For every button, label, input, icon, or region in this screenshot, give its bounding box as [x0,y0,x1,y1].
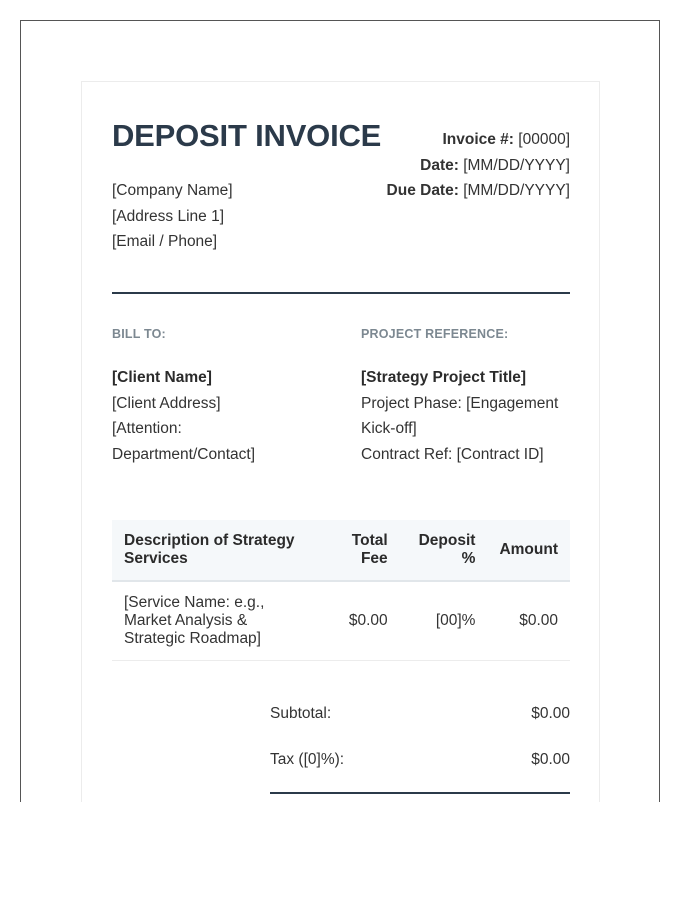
company-name: [Company Name] [112,182,233,199]
row-deposit-pct: [00]% [400,581,488,661]
contract-reference: Contract Ref: [Contract ID] [361,445,544,463]
row-amount: $0.00 [487,581,570,661]
invoice-date-label: Date: [420,156,459,174]
col-description: Description of Strategy Services [112,520,319,581]
invoice-number-value: [00000] [518,131,570,148]
client-name: [Client Name] [112,369,212,386]
invoice-number-row [387,128,570,154]
project-title: [Strategy Project Title] [361,369,527,386]
project-phase-line2: Kick-off] [361,420,417,438]
bill-to-block [112,365,347,467]
invoice-number-label: Invoice #: [442,131,514,148]
tax-label: Tax ([0]%): [270,751,345,768]
invoice-meta [387,128,570,205]
table-row [112,581,570,661]
row-description: [Service Name: e.g., Market Analysis & Strategic Roadmap] [112,581,319,661]
totals-divider [270,792,570,794]
due-date-value: [MM/DD/YYYY] [463,182,570,199]
company-info [112,180,233,257]
project-block [361,365,576,467]
invoice-date-value: [MM/DD/YYYY] [463,156,570,174]
project-phase-line1: Project Phase: [Engagement [361,394,559,412]
project-reference-heading: PROJECT REFERENCE: [361,327,509,341]
client-attention-line2: Department/Contact] [112,445,256,463]
invoice-date-row [387,154,570,180]
due-date-row [387,179,570,205]
header-divider [112,292,570,294]
col-amount: Amount [487,520,570,581]
client-address: [Client Address] [112,394,221,412]
client-attention-line1: [Attention: [112,420,182,438]
bill-to-heading: BILL TO: [112,327,166,341]
due-date-label: Due Date: [386,182,459,199]
col-total-fee: Total Fee [319,520,400,581]
tax-value: $0.00 [531,751,570,768]
company-address: [Address Line 1] [112,207,225,225]
company-contact: [Email / Phone] [112,233,218,250]
col-deposit-pct: Deposit % [400,520,488,581]
table-header-row [112,520,570,581]
invoice-title: DEPOSIT INVOICE [112,118,382,153]
line-items-table [112,520,570,661]
row-total-fee: $0.00 [319,581,400,661]
subtotal-label: Subtotal: [270,705,332,722]
subtotal-value: $0.00 [531,705,570,722]
